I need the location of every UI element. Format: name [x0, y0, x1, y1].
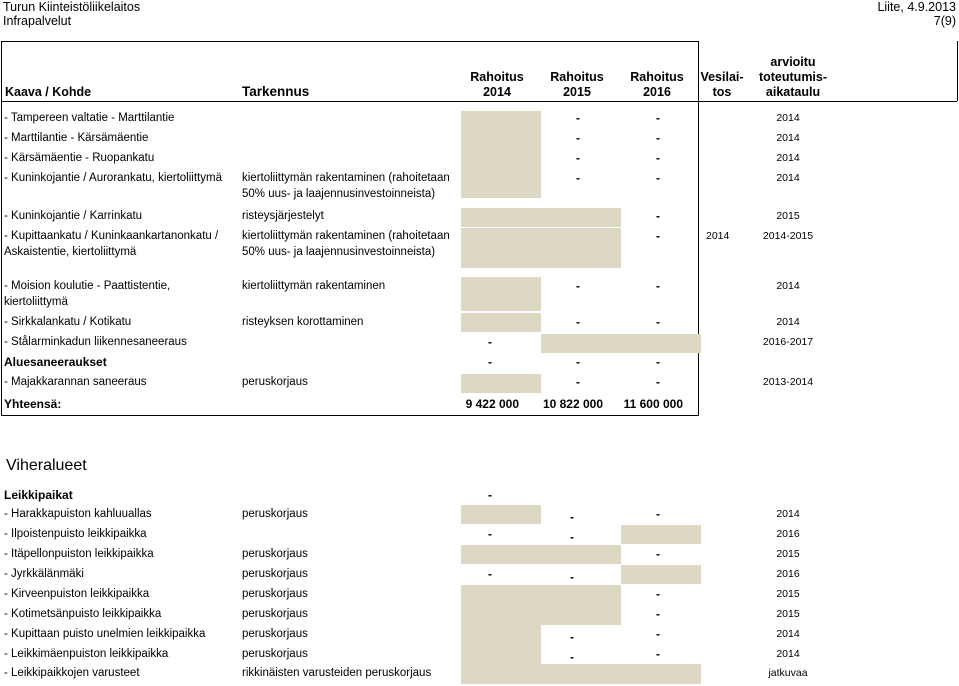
shade-v3 — [461, 545, 621, 564]
shade-2015-2016-f — [541, 334, 701, 353]
row-2016-value: - — [656, 171, 660, 185]
row-kohde: - Kuninkojantie / Aurorankatu, kiertoliittymä — [4, 172, 222, 184]
col-header-2015-line1: Rahoitus — [550, 70, 604, 84]
shade-v1 — [461, 505, 541, 524]
row-kohde-line2: kiertoliittymä — [4, 296, 68, 308]
row-2015-value: - — [576, 315, 580, 329]
col-header-2014-line2: 2014 — [483, 85, 511, 99]
col-header-2015 — [542, 70, 612, 100]
viher-row-aikataulu: 2015 — [776, 588, 800, 600]
row-tarkennus: kiertoliittymän rakentaminen — [242, 280, 386, 292]
viher-row-kohde: - Ilpoistenpuisto leikkipaikka — [4, 528, 147, 540]
org-name: Turun Kiinteistöliikelaitos — [3, 0, 141, 14]
col-header-aika-line3: aikataulu — [765, 85, 821, 99]
row-kohde: - Moision koulutie - Paattistentie, — [4, 280, 171, 292]
row-2016-value: - — [656, 131, 660, 145]
row-aikataulu: 2016-2017 — [762, 336, 814, 348]
shade-v4 — [621, 565, 701, 584]
header-divider-right — [699, 101, 957, 102]
viher-row-tarkennus: rikkinäisten varusteiden peruskorjaus — [242, 667, 432, 679]
row-aikataulu: 2014 — [776, 152, 800, 164]
viher-row-aikataulu: 2014 — [776, 628, 800, 640]
viher-row-2015: - — [570, 510, 574, 524]
col-header-vesilaitos — [699, 70, 745, 100]
col-header-2016-line1: Rahoitus — [630, 70, 684, 84]
row-kohde: - Marttilantie - Kärsämäentie — [4, 132, 149, 144]
row-tarkennus-line2: 50% uus- ja laajennusinvestoinneista) — [242, 246, 436, 258]
viher-row-kohde: - Itäpellonpuiston leikkipaikka — [4, 548, 154, 560]
row-2016-value: - — [656, 209, 660, 223]
viher-row-aikataulu: 2014 — [776, 648, 800, 660]
viher-row-tarkennus: peruskorjaus — [242, 648, 308, 660]
viher-row-aikataulu: 2014 — [776, 508, 800, 520]
row-aikataulu: 2014 — [776, 316, 800, 328]
viher-row-aikataulu: 2015 — [776, 548, 800, 560]
viher-row-tarkennus: peruskorjaus — [242, 548, 308, 560]
viher-row-2015: - — [570, 630, 574, 644]
viher-row-kohde: - Harakkapuiston kahluuallas — [4, 508, 152, 520]
viher-row-2016: - — [656, 607, 660, 621]
col-header-aikataulu — [748, 55, 838, 100]
viher-row-kohde: - Kupittaan puisto unelmien leikkipaikka — [4, 628, 206, 640]
row-tarkennus: risteyksen korottaminen — [242, 316, 364, 328]
viher-row-2014: - — [488, 527, 492, 541]
row-kohde: - Stålarminkadun liikennesaneeraus — [4, 336, 187, 348]
shade-v6 — [461, 625, 541, 664]
col-header-2014 — [462, 70, 532, 100]
row-aikataulu: 2015 — [776, 210, 800, 222]
row-kohde: - Kupittaankatu / Kuninkaankartanonkatu / — [4, 230, 219, 242]
row-tarkennus-line2: 50% uus- ja laajennusinvestoinneista) — [242, 188, 436, 200]
viher-row-2016: - — [656, 587, 660, 601]
viher-row-kohde: - Kotimetsänpuisto leikkipaikka — [4, 608, 162, 620]
viher-row-kohde: - Leikkipaikkojen varusteet — [4, 667, 140, 679]
shade-2014-2015-c — [461, 228, 621, 268]
total-2015: 10 822 000 — [542, 397, 603, 411]
viher-row-tarkennus: peruskorjaus — [242, 568, 308, 580]
viher-row-kohde: - Jyrkkälänmäki — [4, 568, 84, 580]
subsection-leikkipaikat: Leikkipaikat — [4, 488, 73, 502]
row-kohde: - Majakkarannan saneeraus — [4, 376, 147, 388]
page-number: 7(9) — [933, 14, 956, 28]
col-header-2016-line2: 2016 — [643, 85, 671, 99]
row-kohde: Aluesaneeraukset — [4, 355, 107, 369]
row-2014-value: - — [488, 355, 492, 369]
viher-row-2016: - — [656, 647, 660, 661]
shade-2014-a — [461, 111, 541, 198]
row-2015-value: - — [576, 375, 580, 389]
row-aikataulu: 2014 — [776, 172, 800, 184]
col-header-2015-line2: 2015 — [563, 85, 591, 99]
row-aikataulu: 2014 — [776, 280, 800, 292]
col-header-tarkennus: Tarkennus — [242, 84, 310, 99]
shade-2014-2015-b — [461, 208, 621, 227]
header-right-border — [957, 41, 958, 101]
shade-v5 — [461, 585, 621, 625]
viher-row-2015: - — [570, 530, 574, 544]
viher-row-kohde: - Kirveenpuiston leikkipaikka — [4, 588, 150, 600]
row-kohde: - Sirkkalankatu / Kotikatu — [4, 316, 132, 328]
row-2016-value: - — [656, 355, 660, 369]
row-aikataulu: 2014-2015 — [762, 230, 814, 242]
col-header-2014-line1: Rahoitus — [470, 70, 524, 84]
viher-row-aikataulu: jatkuvaa — [768, 667, 808, 679]
row-vesi-value: 2014 — [706, 230, 730, 242]
row-2016-value: - — [656, 315, 660, 329]
row-2015-value: - — [576, 279, 580, 293]
shade-v2 — [621, 525, 701, 544]
col-header-2016 — [622, 70, 692, 100]
row-tarkennus: risteysjärjestelyt — [242, 210, 324, 222]
col-header-aika-line1: arvioitu — [770, 55, 816, 69]
shade-2014-d — [461, 277, 541, 311]
total-2016: 11 600 000 — [623, 397, 683, 411]
row-kohde: - Tampereen valtatie - Marttilantie — [4, 112, 175, 124]
col-header-kaava: Kaava / Kohde — [5, 85, 92, 99]
viher-row-tarkennus: peruskorjaus — [242, 608, 308, 620]
row-tarkennus: peruskorjaus — [242, 376, 308, 388]
section-title-viheralueet: Viheralueet — [6, 457, 87, 474]
row-kohde-line2: Askaistentie, kiertoliittymä — [4, 246, 137, 258]
shade-2014-e — [461, 313, 541, 332]
col-header-aika-line2: toteutumis- — [758, 70, 828, 84]
row-2016-value: - — [656, 375, 660, 389]
row-2016-value: - — [656, 151, 660, 165]
viher-row-aikataulu: 2015 — [776, 608, 800, 620]
row-2016-value: - — [656, 279, 660, 293]
row-2016-value: - — [656, 229, 660, 243]
row-kohde: - Kuninkojantie / Karrinkatu — [4, 210, 143, 222]
viher-row-2016: - — [656, 627, 660, 641]
attachment-date: Liite, 4.9.2013 — [877, 0, 956, 14]
total-label: Yhteensä: — [4, 397, 62, 411]
row-aikataulu: 2014 — [776, 132, 800, 144]
viher-row-tarkennus: peruskorjaus — [242, 588, 308, 600]
row-2015-value: - — [576, 151, 580, 165]
viher-row-2016: - — [656, 507, 660, 521]
viher-row-aikataulu: 2016 — [776, 528, 800, 540]
viher-row-2016: - — [656, 547, 660, 561]
row-kohde: - Kärsämäentie - Ruopankatu — [4, 152, 155, 164]
viher-row-tarkennus: peruskorjaus — [242, 508, 308, 520]
col-header-vesi-line2: tos — [712, 85, 732, 99]
header-divider — [1, 101, 699, 102]
row-tarkennus: kiertoliittymän rakentaminen (rahoitetaan — [242, 172, 450, 184]
viher-row-2014: - — [488, 567, 492, 581]
col-header-vesi-line1: Vesilai- — [700, 70, 744, 84]
row-aikataulu: 2014 — [776, 112, 800, 124]
viher-row-2015: - — [570, 650, 574, 664]
viher-row-tarkennus: peruskorjaus — [242, 628, 308, 640]
row-2016-value: - — [656, 111, 660, 125]
viher-row-kohde: - Leikkimäenpuiston leikkipaikka — [4, 648, 169, 660]
row-2014-value: - — [488, 335, 492, 349]
row-2015-value: - — [576, 111, 580, 125]
leikkipaikat-dash: - — [488, 488, 492, 502]
dept-name: Infrapalvelut — [3, 14, 72, 28]
row-2015-value: - — [576, 355, 580, 369]
viher-row-2015: - — [570, 570, 574, 584]
row-2015-value: - — [576, 131, 580, 145]
viher-row-aikataulu: 2016 — [776, 568, 800, 580]
row-tarkennus: kiertoliittymän rakentaminen (rahoitetaan — [242, 230, 450, 242]
total-2014: 9 422 000 — [465, 397, 519, 411]
row-aikataulu: 2013-2014 — [762, 376, 814, 388]
shade-2014-g — [461, 374, 541, 393]
shade-v7 — [461, 664, 701, 684]
row-2015-value: - — [576, 171, 580, 185]
